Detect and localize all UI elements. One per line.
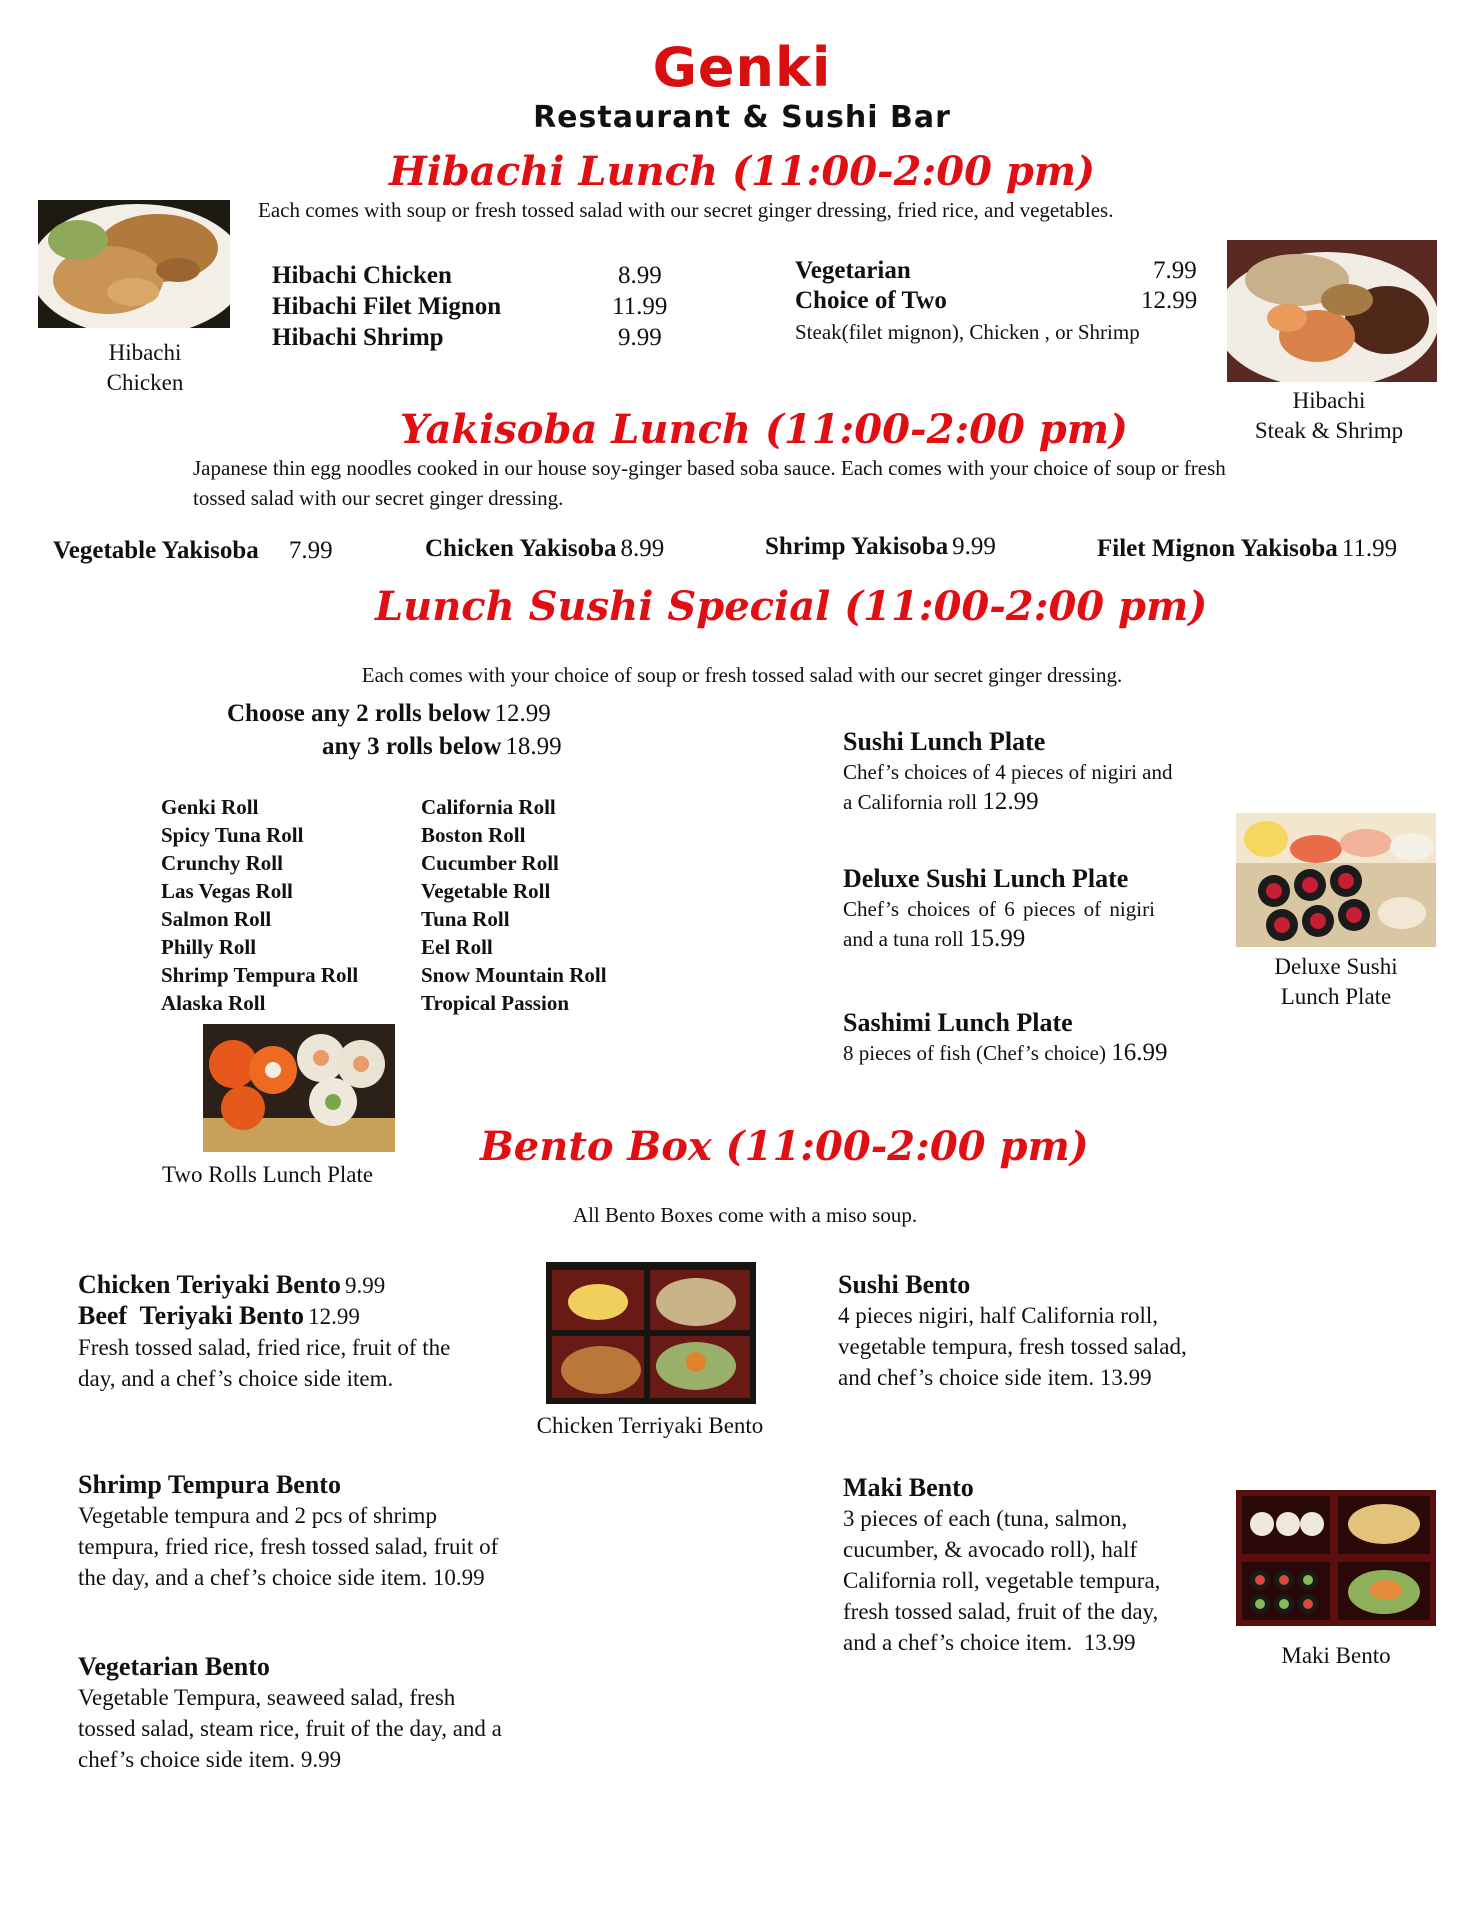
item-price: 8.99: [620, 535, 665, 562]
desc-line: Fresh tossed salad, fried rice, fruit of the: [78, 1335, 451, 1360]
plate-price: 16.99: [1111, 1039, 1168, 1066]
desc-line: the day, and a chef’s choice side item. 10.99: [78, 1565, 485, 1590]
desc-line: California roll, vegetable tempura,: [843, 1568, 1161, 1593]
item-price: 9.99: [618, 324, 662, 351]
hibachi-steak-shrimp-photo: [1227, 240, 1437, 382]
hibachi-items-left: [272, 262, 672, 355]
roll-item: California Roll: [421, 795, 556, 819]
item-name: Chicken Yakisoba: [425, 535, 617, 562]
item-name: Beef Teriyaki Bento: [78, 1301, 305, 1330]
caption-line: Hibachi: [1292, 388, 1366, 413]
roll-item: Spicy Tuna Roll: [161, 823, 304, 847]
menu-item: [78, 1270, 538, 1301]
desc-line: vegetable tempura, fresh tossed salad,: [838, 1334, 1187, 1359]
roll-item: Cucumber Roll: [421, 851, 559, 875]
desc-line: Vegetable tempura and 2 pcs of shrimp: [78, 1503, 437, 1528]
sushi-bento-block: [838, 1270, 1258, 1393]
menu-item: [795, 287, 1205, 317]
plate-desc-text: a California roll: [843, 790, 978, 814]
menu-item: [272, 262, 672, 293]
rolls-column-1: [161, 793, 358, 1017]
bento-section-title: Bento Box (11:00-2:00 pm): [480, 1123, 1089, 1170]
item-price: 9.99: [344, 1273, 386, 1298]
vegetarian-bento-block: [78, 1652, 598, 1775]
shrimp-tempura-bento-block: [78, 1470, 598, 1593]
roll-item: Shrimp Tempura Roll: [161, 963, 359, 987]
desc-line: and chef’s choice side item. 13.99: [838, 1365, 1152, 1390]
sashimi-lunch-plate: [843, 1008, 1263, 1068]
menu-item: [272, 293, 672, 324]
caption-line: Hibachi: [108, 340, 182, 365]
item-name: Sushi Bento: [838, 1270, 971, 1299]
yakisoba-section-title: Yakisoba Lunch (11:00-2:00 pm): [400, 406, 1128, 453]
plate-desc-text: 8 pieces of fish (Chef’s choice): [843, 1041, 1106, 1065]
roll-item: Alaska Roll: [161, 991, 266, 1015]
roll-item: Philly Roll: [161, 935, 257, 959]
item-name: Shrimp Tempura Bento: [78, 1470, 341, 1499]
item-price: 18.99: [505, 733, 562, 760]
restaurant-subtitle: Restaurant & Sushi Bar: [533, 100, 951, 135]
roll-item: Crunchy Roll: [161, 851, 283, 875]
item-name: any 3 rolls below: [322, 733, 502, 760]
rolls-column-2: [421, 793, 607, 1017]
roll-item: Vegetable Roll: [421, 879, 551, 903]
hibachi-description: Each comes with soup or fresh tossed salad with our secret ginger dressing, fried rice, and vegetables.: [258, 198, 1114, 222]
item-name: Shrimp Yakisoba: [765, 533, 949, 560]
deluxe-sushi-photo: [1236, 813, 1436, 947]
hibachi-section-title: Hibachi Lunch (11:00-2:00 pm): [388, 148, 1096, 195]
item-price: 8.99: [618, 262, 662, 289]
item-name: Chicken Teriyaki Bento: [78, 1270, 341, 1299]
sushi-section-title: Lunch Sushi Special (11:00-2:00 pm): [375, 583, 1208, 630]
choose-three-rolls: [322, 733, 562, 761]
item-price: 12.99: [308, 1304, 360, 1329]
choose-two-rolls: [227, 700, 551, 728]
plate-name: Deluxe Sushi Lunch Plate: [843, 864, 1129, 893]
sushi-description: Each comes with your choice of soup or fresh tossed salad with our secret ginger dressing.: [361, 663, 1123, 687]
item-name: Choose any 2 rolls below: [227, 700, 491, 727]
item-price: 12.99: [1141, 287, 1198, 314]
hibachi-chicken-photo: [38, 200, 230, 328]
desc-line: 4 pieces nigiri, half California roll,: [838, 1303, 1158, 1328]
two-rolls-photo: [203, 1024, 395, 1152]
item-name: Hibachi Chicken: [272, 262, 452, 289]
item-name: Choice of Two: [795, 287, 947, 314]
roll-item: Tuna Roll: [421, 907, 510, 931]
desc-line: Vegetable Tempura, seaweed salad, fresh: [78, 1685, 456, 1710]
deluxe-sushi-lunch-plate: [843, 864, 1243, 954]
roll-item: Salmon Roll: [161, 907, 272, 931]
sushi-lunch-plate: [843, 727, 1243, 817]
plate-desc-line: Chef’s choices of 6 pieces of nigiri: [843, 897, 1155, 921]
plate-desc-line: [843, 924, 1243, 954]
item-price: 7.99: [1153, 257, 1197, 284]
yakisoba-description: Japanese thin egg noodles cooked in our house soy-ginger based soba sauce. Each comes with your choice of soup or fresh tossed salad with our secret ginger dressing.: [193, 456, 1226, 510]
item-price: 7.99: [288, 537, 333, 564]
teriyaki-bento-block: [78, 1270, 538, 1394]
yakisoba-item: [53, 537, 333, 565]
roll-item: Eel Roll: [421, 935, 493, 959]
roll-item: Genki Roll: [161, 795, 259, 819]
roll-item: Snow Mountain Roll: [421, 963, 607, 987]
caption-line: Chicken: [106, 370, 184, 395]
yakisoba-item: [1097, 535, 1397, 563]
menu-item: [78, 1301, 538, 1332]
plate-desc-line: [843, 1038, 1263, 1068]
plate-price: 15.99: [968, 925, 1026, 952]
item-price: 12.99: [494, 700, 551, 727]
two-rolls-caption: Two Rolls Lunch Plate: [161, 1162, 374, 1187]
desc-line: chef’s choice side item. 9.99: [78, 1747, 342, 1772]
menu-item: [272, 324, 672, 355]
choice-of-two-note: Steak(filet mignon), Chicken , or Shrimp: [795, 320, 1140, 344]
item-price: 9.99: [952, 533, 996, 560]
caption-line: Steak & Shrimp: [1254, 418, 1404, 443]
plate-name: Sushi Lunch Plate: [843, 727, 1046, 756]
desc-line: tempura, fried rice, fresh tossed salad, fruit of: [78, 1534, 499, 1559]
caption-line: Deluxe Sushi: [1274, 954, 1398, 979]
menu-item: [795, 257, 1205, 287]
caption-line: Lunch Plate: [1280, 984, 1392, 1009]
plate-name: Sashimi Lunch Plate: [843, 1008, 1073, 1037]
maki-bento-block: [843, 1473, 1243, 1658]
hibachi-steak-shrimp-caption: [1220, 386, 1438, 446]
desc-line: fresh tossed salad, fruit of the day,: [843, 1599, 1159, 1624]
plate-price: 12.99: [982, 788, 1039, 815]
roll-item: Boston Roll: [421, 823, 526, 847]
plate-desc-text: and a tuna roll: [843, 927, 964, 951]
bento-description: All Bento Boxes come with a miso soup.: [572, 1203, 918, 1227]
yakisoba-item: [765, 533, 996, 561]
item-name: Hibachi Shrimp: [272, 324, 444, 351]
desc-line: 3 pieces of each (tuna, salmon,: [843, 1506, 1128, 1531]
maki-bento-photo: [1236, 1490, 1436, 1626]
desc-line: tossed salad, steam rice, fruit of the day, and a: [78, 1716, 502, 1741]
chicken-teriyaki-bento-caption: Chicken Terriyaki Bento: [536, 1413, 764, 1438]
maki-bento-caption: Maki Bento: [1281, 1643, 1391, 1668]
roll-item: Las Vegas Roll: [161, 879, 293, 903]
deluxe-sushi-caption: [1236, 952, 1436, 1012]
plate-desc-line: [843, 787, 1243, 817]
item-name: Maki Bento: [843, 1473, 974, 1502]
hibachi-items-right: [795, 257, 1205, 347]
item-name: Vegetable Yakisoba: [53, 537, 259, 564]
item-price: 11.99: [612, 293, 668, 320]
restaurant-logo-name: Genki: [652, 36, 832, 99]
plate-desc-line: Chef’s choices of 4 pieces of nigiri and: [843, 760, 1173, 784]
desc-line: and a chef’s choice item. 13.99: [843, 1630, 1136, 1655]
item-name: Vegetarian Bento: [78, 1652, 270, 1681]
chicken-teriyaki-bento-photo: [546, 1262, 756, 1404]
desc-line: day, and a chef’s choice side item.: [78, 1366, 394, 1391]
roll-item: Tropical Passion: [421, 991, 569, 1015]
item-price: 11.99: [1341, 535, 1398, 562]
desc-line: cucumber, & avocado roll), half: [843, 1537, 1138, 1562]
item-name: Vegetarian: [795, 257, 911, 284]
item-name: Hibachi Filet Mignon: [272, 293, 502, 320]
item-name: Filet Mignon Yakisoba: [1097, 535, 1338, 562]
yakisoba-item: [425, 535, 664, 563]
hibachi-chicken-caption: [60, 338, 230, 398]
